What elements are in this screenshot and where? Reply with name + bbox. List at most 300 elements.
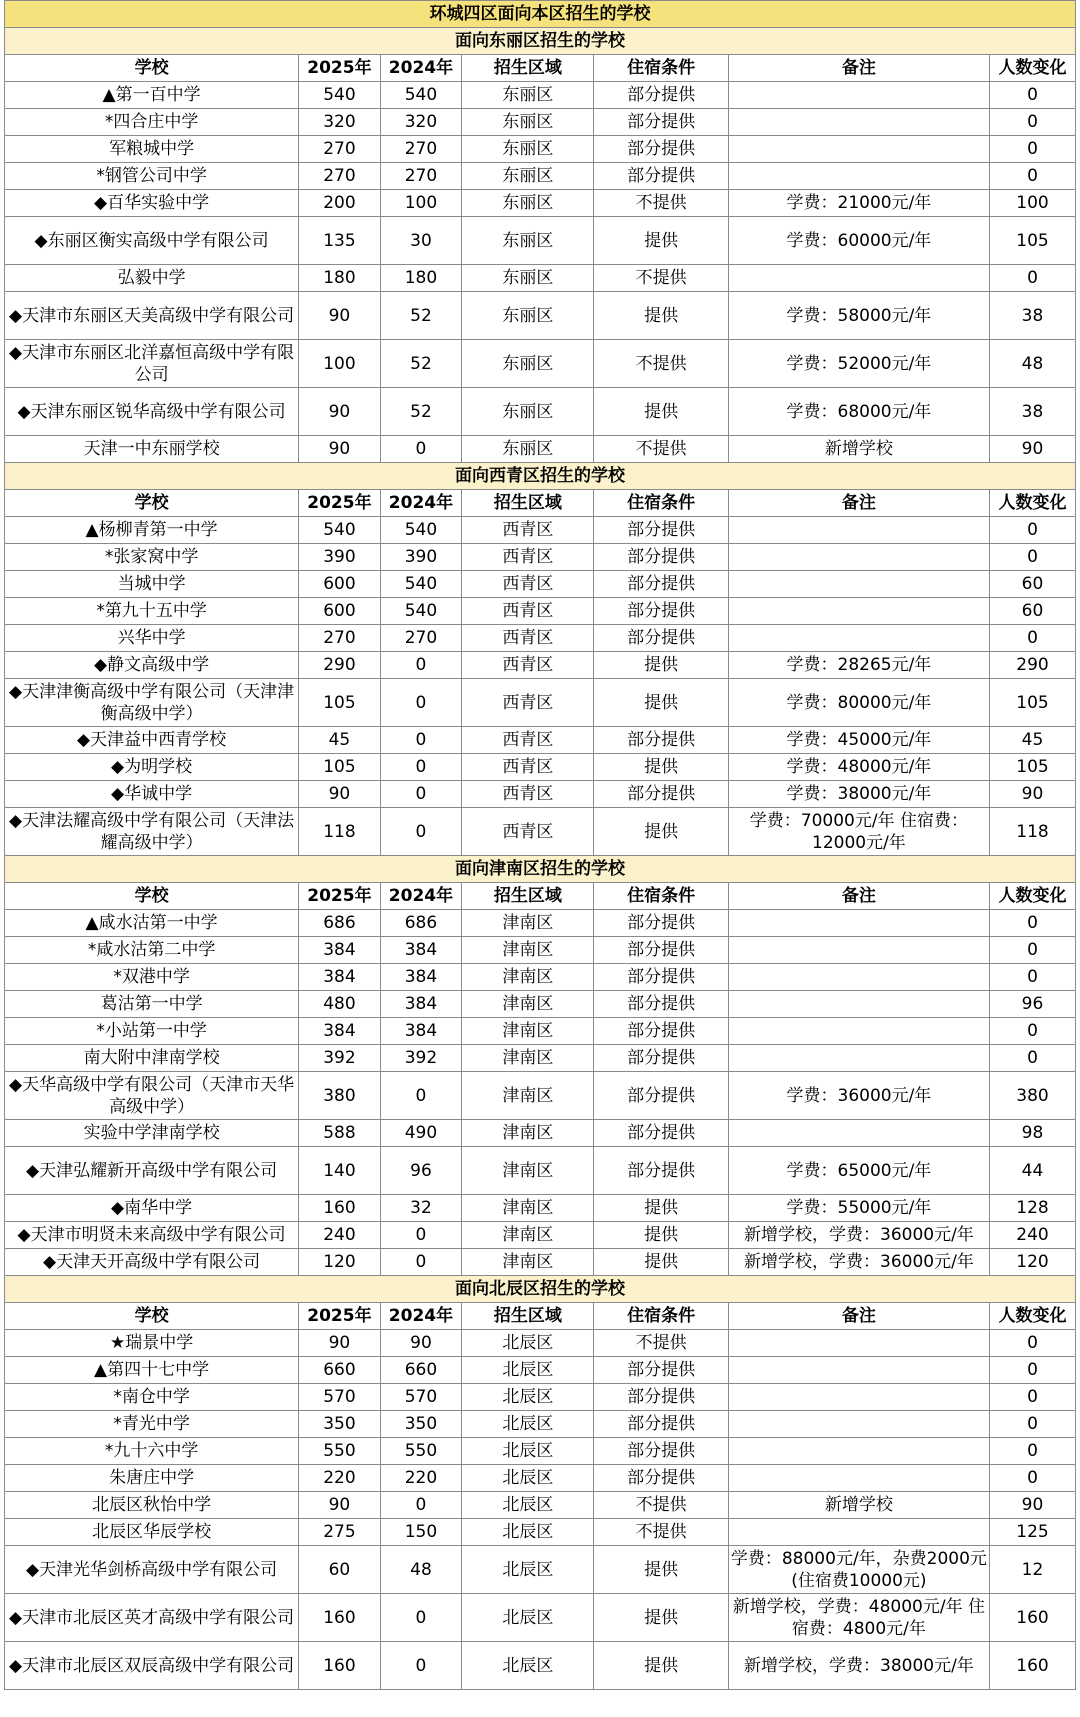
change-cell: 0: [989, 163, 1075, 190]
note-cell: [728, 1330, 989, 1357]
column-header: 备注: [728, 490, 989, 517]
year-2025-cell: 160: [299, 1195, 381, 1222]
school-cell: ◆天津益中西青学校: [5, 727, 299, 754]
column-header: 人数变化: [989, 490, 1075, 517]
area-cell: 北辰区: [462, 1411, 594, 1438]
school-cell: ◆天津市东丽区天美高级中学有限公司: [5, 292, 299, 340]
note-cell: 学费：58000元/年: [728, 292, 989, 340]
change-cell: 38: [989, 292, 1075, 340]
note-cell: 学费：88000元/年，杂费2000元(住宿费10000元): [728, 1546, 989, 1594]
school-cell: ◆天津市北辰区双辰高级中学有限公司: [5, 1642, 299, 1690]
area-cell: 津南区: [462, 1120, 594, 1147]
year-2025-cell: 384: [299, 937, 381, 964]
table-row: [5, 625, 1076, 652]
change-cell: 100: [989, 190, 1075, 217]
year-2025-cell: 686: [299, 910, 381, 937]
school-cell: 南大附中津南学校: [5, 1045, 299, 1072]
column-header: 住宿条件: [594, 883, 728, 910]
year-2024-cell: 0: [380, 781, 462, 808]
table-row: [5, 109, 1076, 136]
table-row: [5, 781, 1076, 808]
change-cell: 0: [989, 1045, 1075, 1072]
note-cell: [728, 1045, 989, 1072]
change-cell: 125: [989, 1519, 1075, 1546]
year-2024-cell: 350: [380, 1411, 462, 1438]
year-2024-cell: 490: [380, 1120, 462, 1147]
change-cell: 90: [989, 781, 1075, 808]
lodging-cell: 提供: [594, 652, 728, 679]
area-cell: 北辰区: [462, 1465, 594, 1492]
column-header: 住宿条件: [594, 1303, 728, 1330]
area-cell: 津南区: [462, 1045, 594, 1072]
table-row: [5, 292, 1076, 340]
year-2025-cell: 270: [299, 625, 381, 652]
table-row: [5, 1195, 1076, 1222]
table-row: [5, 190, 1076, 217]
lodging-cell: 部分提供: [594, 1411, 728, 1438]
lodging-cell: 提供: [594, 1546, 728, 1594]
section-heading: 面向津南区招生的学校: [5, 856, 1076, 883]
school-cell: ◆静文高级中学: [5, 652, 299, 679]
column-header: 备注: [728, 1303, 989, 1330]
year-2024-cell: 96: [380, 1147, 462, 1195]
area-cell: 西青区: [462, 571, 594, 598]
year-2025-cell: 600: [299, 598, 381, 625]
note-cell: [728, 910, 989, 937]
year-2024-cell: 180: [380, 265, 462, 292]
year-2024-cell: 0: [380, 1594, 462, 1642]
lodging-cell: 部分提供: [594, 1147, 728, 1195]
school-cell: *小站第一中学: [5, 1018, 299, 1045]
school-cell: ◆天津天开高级中学有限公司: [5, 1249, 299, 1276]
table-row: [5, 1642, 1076, 1690]
table-row: [5, 517, 1076, 544]
area-cell: 津南区: [462, 937, 594, 964]
note-cell: [728, 136, 989, 163]
change-cell: 12: [989, 1546, 1075, 1594]
table-row: [5, 1546, 1076, 1594]
area-cell: 东丽区: [462, 265, 594, 292]
school-cell: 葛沽第一中学: [5, 991, 299, 1018]
area-cell: 北辰区: [462, 1384, 594, 1411]
lodging-cell: 部分提供: [594, 1465, 728, 1492]
table-row: [5, 136, 1076, 163]
lodging-cell: 提供: [594, 754, 728, 781]
year-2025-cell: 90: [299, 436, 381, 463]
table-row: [5, 82, 1076, 109]
column-header: 2025年: [299, 55, 381, 82]
year-2024-cell: 0: [380, 754, 462, 781]
lodging-cell: 部分提供: [594, 964, 728, 991]
year-2025-cell: 540: [299, 82, 381, 109]
change-cell: 0: [989, 109, 1075, 136]
change-cell: 44: [989, 1147, 1075, 1195]
year-2024-cell: 0: [380, 1072, 462, 1120]
area-cell: 西青区: [462, 517, 594, 544]
lodging-cell: 不提供: [594, 1492, 728, 1519]
school-cell: ▲第一百中学: [5, 82, 299, 109]
year-2024-cell: 540: [380, 82, 462, 109]
change-cell: 60: [989, 571, 1075, 598]
school-cell: *双港中学: [5, 964, 299, 991]
note-cell: 新增学校，学费：48000元/年 住宿费：4800元/年: [728, 1594, 989, 1642]
school-cell: *钢管公司中学: [5, 163, 299, 190]
area-cell: 西青区: [462, 808, 594, 856]
lodging-cell: 不提供: [594, 190, 728, 217]
area-cell: 西青区: [462, 781, 594, 808]
section-heading: 面向东丽区招生的学校: [5, 28, 1076, 55]
year-2025-cell: 60: [299, 1546, 381, 1594]
change-cell: 0: [989, 82, 1075, 109]
note-cell: 学费：60000元/年: [728, 217, 989, 265]
note-cell: 学费：45000元/年: [728, 727, 989, 754]
year-2024-cell: 0: [380, 1642, 462, 1690]
column-header: 人数变化: [989, 1303, 1075, 1330]
school-cell: 北辰区秋怡中学: [5, 1492, 299, 1519]
area-cell: 津南区: [462, 1018, 594, 1045]
lodging-cell: 提供: [594, 292, 728, 340]
year-2025-cell: 480: [299, 991, 381, 1018]
table-row: [5, 910, 1076, 937]
note-cell: [728, 1411, 989, 1438]
title-row: [5, 1, 1076, 28]
area-cell: 北辰区: [462, 1519, 594, 1546]
area-cell: 西青区: [462, 679, 594, 727]
note-cell: 学费：65000元/年: [728, 1147, 989, 1195]
note-cell: 学费：36000元/年: [728, 1072, 989, 1120]
change-cell: 38: [989, 388, 1075, 436]
note-cell: 新增学校，学费：36000元/年: [728, 1222, 989, 1249]
school-cell: ◆南华中学: [5, 1195, 299, 1222]
note-cell: [728, 1357, 989, 1384]
year-2025-cell: 160: [299, 1594, 381, 1642]
school-cell: ◆东丽区衡实高级中学有限公司: [5, 217, 299, 265]
lodging-cell: 部分提供: [594, 625, 728, 652]
area-cell: 东丽区: [462, 436, 594, 463]
column-header: 学校: [5, 883, 299, 910]
note-cell: [728, 265, 989, 292]
column-header: 2024年: [380, 55, 462, 82]
change-cell: 0: [989, 1411, 1075, 1438]
year-2025-cell: 90: [299, 1330, 381, 1357]
table-row: [5, 1492, 1076, 1519]
area-cell: 北辰区: [462, 1492, 594, 1519]
note-cell: [728, 544, 989, 571]
lodging-cell: 部分提供: [594, 937, 728, 964]
note-cell: [728, 109, 989, 136]
area-cell: 津南区: [462, 1195, 594, 1222]
year-2024-cell: 32: [380, 1195, 462, 1222]
year-2024-cell: 686: [380, 910, 462, 937]
column-header: 2025年: [299, 1303, 381, 1330]
year-2025-cell: 140: [299, 1147, 381, 1195]
year-2025-cell: 90: [299, 292, 381, 340]
document: [4, 0, 1076, 1690]
change-cell: 0: [989, 1018, 1075, 1045]
lodging-cell: 提供: [594, 388, 728, 436]
lodging-cell: 部分提供: [594, 598, 728, 625]
note-cell: 学费：68000元/年: [728, 388, 989, 436]
school-cell: ▲杨柳青第一中学: [5, 517, 299, 544]
school-cell: 当城中学: [5, 571, 299, 598]
year-2025-cell: 290: [299, 652, 381, 679]
change-cell: 0: [989, 910, 1075, 937]
note-cell: [728, 1465, 989, 1492]
section-heading: 面向西青区招生的学校: [5, 463, 1076, 490]
school-cell: ★瑞景中学: [5, 1330, 299, 1357]
table-row: [5, 1330, 1076, 1357]
year-2024-cell: 384: [380, 991, 462, 1018]
column-header: 招生区域: [462, 55, 594, 82]
lodging-cell: 部分提供: [594, 1357, 728, 1384]
year-2025-cell: 600: [299, 571, 381, 598]
area-cell: 东丽区: [462, 82, 594, 109]
year-2024-cell: 550: [380, 1438, 462, 1465]
lodging-cell: 部分提供: [594, 1018, 728, 1045]
table-row: [5, 727, 1076, 754]
note-cell: 学费：80000元/年: [728, 679, 989, 727]
section-heading-row: [5, 463, 1076, 490]
school-cell: ◆天津市北辰区英才高级中学有限公司: [5, 1594, 299, 1642]
table-row: [5, 1384, 1076, 1411]
note-cell: 新增学校，学费：38000元/年: [728, 1642, 989, 1690]
lodging-cell: 部分提供: [594, 1120, 728, 1147]
year-2024-cell: 660: [380, 1357, 462, 1384]
year-2024-cell: 30: [380, 217, 462, 265]
year-2025-cell: 200: [299, 190, 381, 217]
note-cell: [728, 1120, 989, 1147]
year-2024-cell: 220: [380, 1465, 462, 1492]
table-row: [5, 388, 1076, 436]
year-2024-cell: 540: [380, 598, 462, 625]
area-cell: 西青区: [462, 727, 594, 754]
note-cell: [728, 625, 989, 652]
change-cell: 0: [989, 517, 1075, 544]
note-cell: 新增学校，学费：36000元/年: [728, 1249, 989, 1276]
note-cell: [728, 991, 989, 1018]
year-2024-cell: 0: [380, 727, 462, 754]
table-body: [5, 1, 1076, 1690]
year-2025-cell: 384: [299, 964, 381, 991]
year-2024-cell: 392: [380, 1045, 462, 1072]
lodging-cell: 部分提供: [594, 1384, 728, 1411]
table-row: [5, 1594, 1076, 1642]
column-header: 人数变化: [989, 55, 1075, 82]
column-header: 住宿条件: [594, 55, 728, 82]
year-2024-cell: 540: [380, 517, 462, 544]
lodging-cell: 部分提供: [594, 910, 728, 937]
year-2024-cell: 0: [380, 679, 462, 727]
year-2024-cell: 0: [380, 436, 462, 463]
table-row: [5, 991, 1076, 1018]
lodging-cell: 部分提供: [594, 517, 728, 544]
school-cell: 北辰区华辰学校: [5, 1519, 299, 1546]
year-2025-cell: 588: [299, 1120, 381, 1147]
column-header: 招生区域: [462, 490, 594, 517]
lodging-cell: 不提供: [594, 340, 728, 388]
year-2025-cell: 380: [299, 1072, 381, 1120]
area-cell: 东丽区: [462, 190, 594, 217]
table-row: [5, 1072, 1076, 1120]
table-row: [5, 808, 1076, 856]
year-2024-cell: 570: [380, 1384, 462, 1411]
change-cell: 0: [989, 265, 1075, 292]
column-header-row: [5, 1303, 1076, 1330]
school-cell: ▲咸水沽第一中学: [5, 910, 299, 937]
year-2024-cell: 150: [380, 1519, 462, 1546]
area-cell: 西青区: [462, 625, 594, 652]
change-cell: 90: [989, 436, 1075, 463]
note-cell: 学费：70000元/年 住宿费：12000元/年: [728, 808, 989, 856]
lodging-cell: 提供: [594, 808, 728, 856]
note-cell: 新增学校: [728, 436, 989, 463]
lodging-cell: 部分提供: [594, 571, 728, 598]
school-cell: ▲第四十七中学: [5, 1357, 299, 1384]
change-cell: 118: [989, 808, 1075, 856]
table-row: [5, 544, 1076, 571]
change-cell: 0: [989, 1438, 1075, 1465]
change-cell: 0: [989, 937, 1075, 964]
change-cell: 0: [989, 1357, 1075, 1384]
school-cell: ◆天津津衡高级中学有限公司（天津津衡高级中学）: [5, 679, 299, 727]
table-row: [5, 937, 1076, 964]
column-header-row: [5, 55, 1076, 82]
note-cell: 学费：38000元/年: [728, 781, 989, 808]
change-cell: 0: [989, 1330, 1075, 1357]
table-row: [5, 1222, 1076, 1249]
year-2025-cell: 275: [299, 1519, 381, 1546]
lodging-cell: 不提供: [594, 436, 728, 463]
table-row: [5, 1438, 1076, 1465]
column-header-row: [5, 883, 1076, 910]
section-heading-row: [5, 1276, 1076, 1303]
area-cell: 西青区: [462, 652, 594, 679]
year-2024-cell: 52: [380, 292, 462, 340]
year-2024-cell: 270: [380, 136, 462, 163]
section-heading: 面向北辰区招生的学校: [5, 1276, 1076, 1303]
change-cell: 0: [989, 136, 1075, 163]
column-header: 招生区域: [462, 883, 594, 910]
year-2025-cell: 160: [299, 1642, 381, 1690]
note-cell: [728, 598, 989, 625]
area-cell: 西青区: [462, 598, 594, 625]
table-row: [5, 163, 1076, 190]
lodging-cell: 不提供: [594, 265, 728, 292]
lodging-cell: 提供: [594, 1222, 728, 1249]
change-cell: 0: [989, 964, 1075, 991]
table-row: [5, 340, 1076, 388]
area-cell: 东丽区: [462, 136, 594, 163]
lodging-cell: 提供: [594, 1594, 728, 1642]
page-title: 环城四区面向本区招生的学校: [5, 1, 1076, 28]
area-cell: 西青区: [462, 754, 594, 781]
change-cell: 98: [989, 1120, 1075, 1147]
year-2024-cell: 90: [380, 1330, 462, 1357]
table-row: [5, 679, 1076, 727]
area-cell: 东丽区: [462, 292, 594, 340]
year-2024-cell: 100: [380, 190, 462, 217]
area-cell: 东丽区: [462, 163, 594, 190]
lodging-cell: 部分提供: [594, 544, 728, 571]
note-cell: [728, 163, 989, 190]
change-cell: 105: [989, 679, 1075, 727]
change-cell: 290: [989, 652, 1075, 679]
section-heading-row: [5, 856, 1076, 883]
year-2025-cell: 270: [299, 136, 381, 163]
school-cell: 兴华中学: [5, 625, 299, 652]
year-2025-cell: 90: [299, 1492, 381, 1519]
lodging-cell: 提供: [594, 1195, 728, 1222]
year-2024-cell: 52: [380, 388, 462, 436]
note-cell: 学费：48000元/年: [728, 754, 989, 781]
column-header: 学校: [5, 1303, 299, 1330]
lodging-cell: 部分提供: [594, 727, 728, 754]
note-cell: [728, 1438, 989, 1465]
table-row: [5, 217, 1076, 265]
school-cell: ◆百华实验中学: [5, 190, 299, 217]
note-cell: 学费：55000元/年: [728, 1195, 989, 1222]
year-2024-cell: 0: [380, 652, 462, 679]
area-cell: 北辰区: [462, 1330, 594, 1357]
school-cell: ◆天津市明贤未来高级中学有限公司: [5, 1222, 299, 1249]
change-cell: 60: [989, 598, 1075, 625]
year-2024-cell: 52: [380, 340, 462, 388]
change-cell: 160: [989, 1594, 1075, 1642]
table-row: [5, 1120, 1076, 1147]
table-row: [5, 652, 1076, 679]
lodging-cell: 部分提供: [594, 1438, 728, 1465]
year-2025-cell: 90: [299, 388, 381, 436]
column-header: 2024年: [380, 883, 462, 910]
area-cell: 津南区: [462, 1222, 594, 1249]
table-row: [5, 754, 1076, 781]
year-2025-cell: 660: [299, 1357, 381, 1384]
column-header: 2024年: [380, 1303, 462, 1330]
year-2025-cell: 390: [299, 544, 381, 571]
lodging-cell: 部分提供: [594, 1072, 728, 1120]
year-2025-cell: 320: [299, 109, 381, 136]
year-2025-cell: 350: [299, 1411, 381, 1438]
lodging-cell: 提供: [594, 217, 728, 265]
year-2025-cell: 570: [299, 1384, 381, 1411]
note-cell: [728, 1384, 989, 1411]
column-header: 住宿条件: [594, 490, 728, 517]
school-cell: *九十六中学: [5, 1438, 299, 1465]
change-cell: 96: [989, 991, 1075, 1018]
column-header: 备注: [728, 883, 989, 910]
year-2024-cell: 270: [380, 625, 462, 652]
note-cell: [728, 937, 989, 964]
year-2025-cell: 100: [299, 340, 381, 388]
area-cell: 东丽区: [462, 109, 594, 136]
year-2024-cell: 48: [380, 1546, 462, 1594]
year-2025-cell: 120: [299, 1249, 381, 1276]
area-cell: 东丽区: [462, 388, 594, 436]
year-2025-cell: 270: [299, 163, 381, 190]
table-row: [5, 1357, 1076, 1384]
school-cell: *青光中学: [5, 1411, 299, 1438]
note-cell: [728, 82, 989, 109]
lodging-cell: 部分提供: [594, 82, 728, 109]
area-cell: 东丽区: [462, 217, 594, 265]
lodging-cell: 部分提供: [594, 781, 728, 808]
year-2025-cell: 180: [299, 265, 381, 292]
change-cell: 105: [989, 754, 1075, 781]
table-row: [5, 1465, 1076, 1492]
table-row: [5, 265, 1076, 292]
table-row: [5, 964, 1076, 991]
column-header: 人数变化: [989, 883, 1075, 910]
